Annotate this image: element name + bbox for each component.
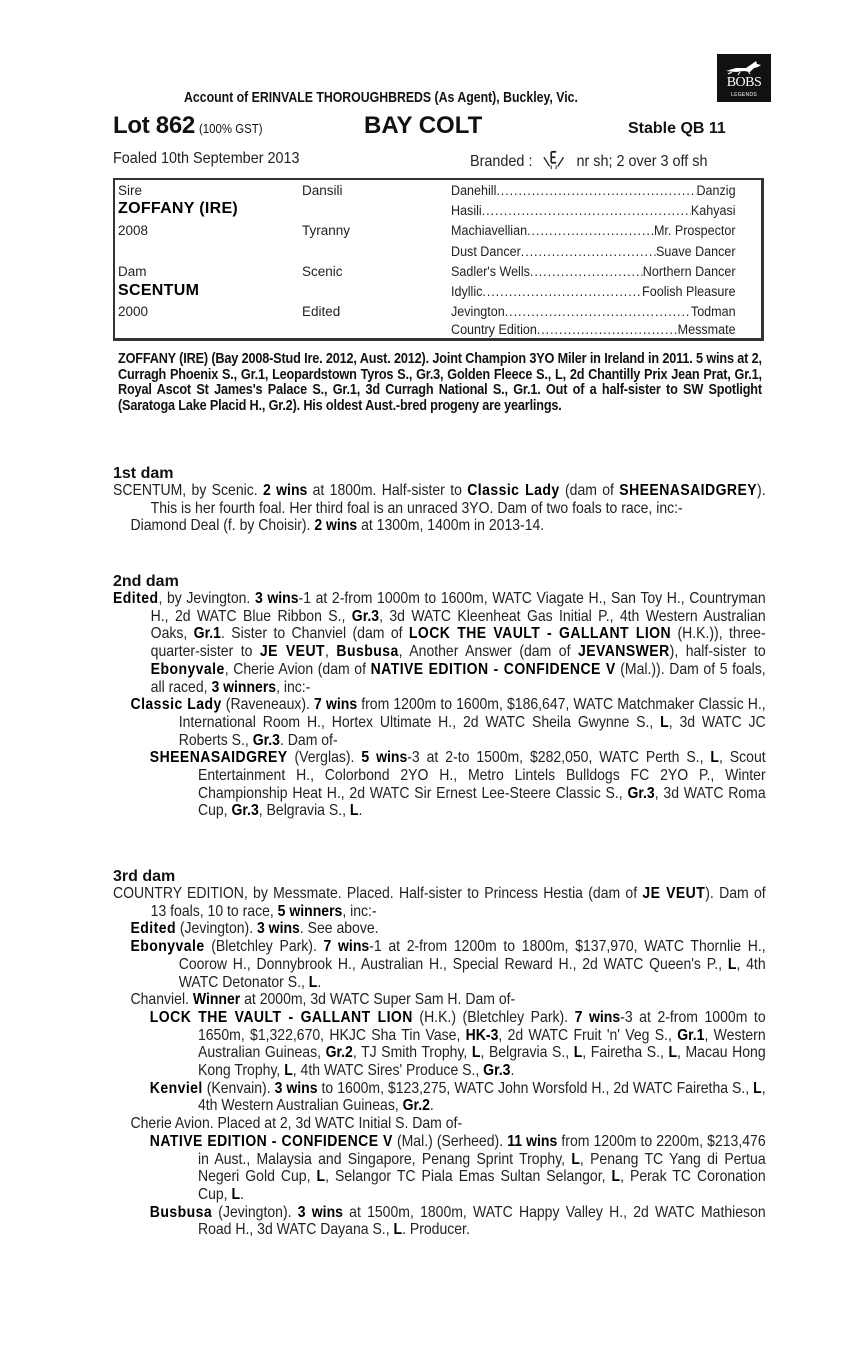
third-gen-sire: Foolish Pleasure	[642, 284, 736, 299]
bold-text: Gr.3	[252, 731, 280, 749]
bold-text: L	[573, 1044, 583, 1062]
bold-text: L	[668, 1044, 678, 1062]
text-run: -1 at 2-from 1200m to 1800m, $137,970, WATC Thornlie H., Coorow H., Donnybrook H., Australian H., Special Reward H., 2d WATC Queen's P.,	[178, 938, 766, 973]
third-dam-progeny-chanviel	[113, 991, 766, 1009]
text-run: (Jevington).	[212, 1203, 298, 1221]
bold-text: Gr.3	[483, 1062, 511, 1080]
bold-text: Gr.3	[627, 784, 655, 802]
text-run: (Mal.)). Dam of 5 foals, all raced,	[150, 660, 766, 696]
stable-location: Stable QB 11	[628, 120, 726, 137]
text-run: , Western Australian Guineas,	[197, 1026, 766, 1062]
text-run: ), half-sister to	[669, 643, 766, 661]
text-run: Cherie Avion. Placed at 2, 3d WATC Initial S. Dam of-	[130, 1115, 463, 1133]
text-run: -3 at 2-from 1000m to 1650m, $1,322,670, HKJC Sha Tin Vase,	[197, 1008, 766, 1044]
bold-text: L	[349, 802, 359, 820]
text-run: SCENTUM, by Scenic.	[113, 482, 264, 499]
horse-name-bold: Kenviel	[149, 1079, 203, 1097]
bold-text: 5 winners	[277, 902, 343, 920]
second-dam-heading: 2nd dam	[113, 573, 179, 590]
bold-text: 3 wins	[254, 590, 299, 607]
sire-sire: Dansili	[302, 183, 343, 198]
horse-name-bold: Busbusa	[149, 1203, 213, 1221]
bold-text: 11 wins	[507, 1132, 558, 1150]
bold-text: 3 wins	[274, 1079, 318, 1097]
bold-text: L	[471, 1044, 481, 1062]
third-gen-horse: Hasili	[451, 203, 482, 218]
bold-text: Gr.1	[193, 625, 221, 643]
text-run: , inc:-	[342, 902, 377, 920]
brand-E-mark-icon	[540, 150, 567, 170]
text-run: , 3d WATC Kleenheat Gas Initial P., 4th Western Australian Oaks,	[150, 607, 766, 643]
branded-info	[470, 150, 707, 171]
text-run: .	[317, 973, 322, 991]
text-run: to 1600m, $123,275, WATC John Worsfold H., 2d WATC Fairetha S.,	[317, 1079, 754, 1097]
bold-text: 7 wins	[574, 1008, 621, 1026]
text-run: (Raveneaux).	[221, 696, 315, 714]
second-dam-progeny	[113, 696, 766, 749]
text-run: , 2d WATC Fruit 'n' Veg S.,	[498, 1026, 678, 1044]
horse-name-bold: LOCK THE VAULT - GALLANT LION	[408, 625, 672, 643]
leader-dots	[537, 322, 678, 337]
bold-text: 7 wins	[314, 696, 358, 714]
text-run: .	[429, 1097, 434, 1115]
sire-name: ZOFFANY (IRE)	[118, 200, 239, 217]
bold-text: 5 wins	[361, 749, 408, 767]
text-run: , Macau Hong Kong Trophy,	[197, 1044, 766, 1080]
horse-name-bold: NATIVE EDITION - CONFIDENCE V	[149, 1132, 393, 1150]
horse-name-bold: Classic Lady	[467, 482, 560, 499]
text-run: (dam of	[559, 482, 620, 499]
dam-year: 2000	[118, 304, 149, 319]
sire-year: 2008	[118, 223, 149, 238]
bold-text: L	[710, 749, 719, 767]
text-run: , Selangor TC Piala Emas Sultan Selangor,	[325, 1168, 612, 1186]
dam-label: Dam	[118, 264, 147, 279]
bold-text: L	[393, 1221, 403, 1239]
third-gen-row	[451, 223, 736, 238]
text-run: , inc:-	[276, 678, 311, 696]
leader-dots	[496, 183, 696, 198]
third-gen-row	[451, 322, 736, 337]
text-run: (H.K.) (Bletchley Park).	[412, 1008, 575, 1026]
text-run: , Another Answer (dam of	[398, 643, 578, 661]
text-run: at 1500m, 1800m, WATC Happy Valley H., 2d WATC Mathieson Road H., 3d WATC Dayana S.,	[197, 1203, 766, 1239]
horse-name-bold: Ebonyvale	[150, 660, 225, 678]
horse-name-bold: JEVANSWER	[577, 643, 670, 661]
bobs-logo	[717, 54, 771, 102]
text-run: , Belgravia S.,	[258, 802, 350, 820]
first-dam-heading: 1st dam	[113, 465, 174, 482]
bold-text: 2 wins	[314, 517, 358, 535]
bold-text: Gr.2	[402, 1097, 430, 1115]
text-run: Chanviel.	[130, 991, 193, 1009]
leader-dots	[482, 203, 691, 218]
logo-name: BOBS	[726, 75, 762, 90]
text-run: at 1800m. Half-sister to	[307, 482, 468, 499]
bold-text: Gr.3	[351, 607, 380, 625]
text-run: COUNTRY EDITION, by Messmate. Placed. Half-sister to Princess Hestia (dam of	[113, 885, 643, 902]
text-run: . Dam of-	[279, 731, 338, 749]
third-gen-row	[451, 203, 736, 218]
bold-text: L	[660, 713, 669, 731]
sire-label: Sire	[118, 183, 143, 198]
foaled-date: Foaled 10th September 2013	[113, 150, 300, 167]
text-run: , Belgravia S.,	[480, 1044, 574, 1062]
text-run: , 3d WATC Roma Cup,	[197, 784, 766, 820]
third-dam-grandprogeny-busbusa	[113, 1204, 766, 1239]
third-gen-sire: Messmate	[677, 322, 736, 337]
branded-label: Branded :	[470, 153, 533, 170]
text-run: -1 at 2-from 1000m to 1600m, WATC Viagate H., San Toy H., Countryman H., 2d WATC Blue Ribbon S.,	[150, 590, 766, 625]
text-run: at 2000m, 3d WATC Super Sam H. Dam of-	[240, 991, 516, 1009]
bold-text: L	[611, 1168, 621, 1186]
third-gen-sire: Northern Dancer	[642, 264, 736, 279]
text-run: (Mal.) (Serheed).	[392, 1132, 508, 1150]
bold-text: L	[231, 1185, 241, 1203]
logo-subtitle: LEGENDS	[731, 92, 757, 98]
text-run: , Scout Entertainment H., Colorbond 2YO H., Metro Lintels Bulldogs FC 2YO P., Winter Championship Heat H., 2d WATC Sir Ernest Lee-Steere Classic S.,	[197, 749, 766, 802]
bold-text: 7 wins	[323, 938, 370, 956]
third-dam-section	[113, 885, 766, 1239]
third-gen-sire: Kahyasi	[690, 203, 736, 218]
third-gen-horse: Idyllic	[451, 284, 483, 299]
second-dam-grandprogeny	[113, 749, 766, 820]
first-dam-paragraph	[113, 482, 766, 517]
bold-text: 3 winners	[211, 678, 277, 696]
gst-label: (100% GST)	[199, 121, 263, 136]
third-dam-grandprogeny-kenviel	[113, 1080, 766, 1115]
text-run: -3 at 2-to 1500m, $282,050, WATC Perth S.,	[407, 749, 711, 767]
text-run: , by Jevington.	[158, 590, 255, 607]
third-dam-progeny-cherie-avion	[113, 1115, 766, 1133]
horse-name-bold: SHEENASAIDGREY	[619, 482, 758, 499]
bold-text: L	[316, 1168, 326, 1186]
vendor-account: Account of ERINVALE THOROUGHBREDS (As Agent), Buckley, Vic.	[184, 89, 578, 106]
text-run: . Sister to Chanviel (dam of	[220, 625, 409, 643]
third-dam-grandprogeny-native-edition	[113, 1133, 766, 1204]
third-dam-paragraph	[113, 885, 766, 920]
lot-number	[113, 112, 272, 140]
third-gen-row	[451, 304, 736, 319]
text-run: . Producer.	[402, 1221, 470, 1239]
third-gen-sire: Suave Dancer	[656, 244, 736, 259]
dam-sire: Scenic	[302, 264, 343, 279]
third-gen-horse: Machiavellian	[451, 223, 528, 238]
text-run: (Kenvain).	[202, 1079, 275, 1097]
horse-name-bold: JE VEUT	[259, 643, 326, 661]
bold-text: Gr.3	[231, 802, 259, 820]
first-dam-section	[113, 482, 766, 535]
text-run: .	[510, 1062, 515, 1080]
text-run: ,	[325, 643, 337, 661]
horse-name-bold: LOCK THE VAULT - GALLANT LION	[149, 1008, 413, 1026]
text-run: ). This is her fourth foal. Her third foal is an unraced 3YO. Dam of two foals to race, inc:-	[150, 482, 766, 517]
text-run: .	[358, 802, 363, 820]
third-gen-horse: Jevington	[451, 304, 505, 319]
text-run: (Bletchley Park).	[204, 938, 324, 956]
lot-label: Lot 862	[113, 112, 195, 139]
text-run: (Jevington).	[175, 920, 257, 938]
horse-name-bold: Busbusa	[336, 643, 399, 661]
text-run: , Perak TC Coronation Cup,	[197, 1168, 766, 1203]
third-gen-horse: Country Edition	[451, 322, 537, 337]
third-gen-horse: Dust Dancer	[451, 244, 521, 259]
third-gen-row	[451, 284, 736, 299]
bold-text: L	[571, 1150, 580, 1168]
horse-logo-icon	[724, 59, 764, 75]
text-run: ). Dam of 13 foals, 10 to race,	[150, 885, 766, 920]
first-dam-progeny	[113, 517, 766, 535]
bold-text: 3 wins	[256, 920, 300, 938]
text-run: from 1200m to 2200m, $213,476 in Aust., Malaysia and Singapore, Penang Sprint Trophy,	[197, 1132, 766, 1168]
leader-dots	[482, 284, 642, 299]
text-run: from 1200m to 1600m, $186,647, WATC Matchmaker Classic H., International Room H., Hortex Ultimate H., 2d WATC Sheila Gwynne S.,	[178, 696, 766, 731]
bold-text: 3 wins	[297, 1203, 343, 1221]
third-gen-horse: Sadler's Wells	[451, 264, 530, 279]
text-run: , 3d WATC JC Roberts S.,	[178, 713, 766, 749]
text-run: Diamond Deal (f. by Choisir).	[130, 517, 315, 535]
bold-text: L	[308, 973, 318, 991]
horse-name-bold: SHEENASAIDGREY	[149, 749, 288, 767]
bold-text: Gr.2	[325, 1044, 353, 1062]
text-run: (Verglas).	[287, 749, 362, 767]
text-run: , TJ Smith Trophy,	[352, 1044, 472, 1062]
horse-name-bold: Edited	[130, 920, 176, 938]
horse-name-bold: NATIVE EDITION - CONFIDENCE V	[370, 660, 616, 678]
text-run: at 1300m, 1400m in 2013-14.	[357, 517, 545, 535]
text-run: , Fairetha S.,	[582, 1044, 669, 1062]
third-dam-progeny-ebonyvale	[113, 938, 766, 991]
third-dam-grandprogeny-lock-the-vault	[113, 1009, 766, 1080]
bold-text: 2 wins	[263, 482, 308, 499]
text-run: , 4th WATC Detonator S.,	[178, 955, 766, 991]
text-run: , 4th Western Australian Guineas,	[197, 1079, 766, 1115]
leader-dots	[527, 223, 654, 238]
dam-name: SCENTUM	[118, 282, 200, 299]
bold-text: L	[284, 1062, 293, 1080]
bold-text: Winner	[192, 991, 241, 1009]
third-gen-sire: Danzig	[696, 183, 736, 198]
second-dam-paragraph	[113, 590, 766, 696]
third-dam-progeny-edited	[113, 920, 766, 938]
text-run: (H.K.)), three-quarter-sister to	[150, 625, 766, 661]
text-run: , Penang TC Yang di Pertua Negeri Gold Cup,	[197, 1150, 766, 1186]
dam-dam: Edited	[302, 304, 341, 319]
horse-name-bold: Classic Lady	[130, 696, 222, 714]
sire-summary: ZOFFANY (IRE) (Bay 2008-Stud Ire. 2012, Aust. 2012). Joint Champion 3YO Miler in Ireland in 2011. 5 wins at 2, Curragh Phoenix S., Gr.1, Leopardstown Tyros S., Gr.3, Golden Fleece S., L, 2d Chantilly Prix Jean Prat, Gr.1, Royal Ascot St James's Palace S., Gr.1, 3d Curragh National S., Gr.1. Out of a half-sister to SW Spotlight (Saratoga Lake Placid H., Gr.2). His oldest Aust.-bred progeny are yearlings.	[118, 350, 762, 414]
text-run: .	[240, 1185, 244, 1203]
third-dam-heading: 3rd dam	[113, 868, 176, 885]
bold-text: Gr.1	[677, 1026, 705, 1044]
horse-name-bold: Ebonyvale	[130, 938, 205, 956]
text-run: , 4th WATC Sires' Produce S.,	[292, 1062, 484, 1080]
bold-text: L	[727, 955, 737, 973]
horse-name-bold: JE VEUT	[642, 885, 706, 902]
text-run: , Cherie Avion (dam of	[224, 660, 371, 678]
leader-dots	[530, 264, 643, 279]
leader-dots	[505, 304, 691, 319]
bold-text: HK-3	[465, 1026, 499, 1044]
pedigree-table	[113, 178, 764, 341]
branded-description: nr sh; 2 over 3 off sh	[576, 153, 708, 170]
third-gen-row	[451, 264, 736, 279]
third-gen-sire: Todman	[690, 304, 736, 319]
horse-name-bold: Edited	[113, 590, 159, 607]
third-gen-sire: Mr. Prospector	[653, 223, 736, 238]
text-run: . See above.	[299, 920, 379, 938]
third-gen-horse: Danehill	[451, 183, 497, 198]
third-gen-row	[451, 244, 736, 259]
bold-text: L	[753, 1079, 762, 1097]
sex-colour: BAY COLT	[364, 112, 483, 139]
second-dam-section	[113, 590, 766, 820]
third-gen-row	[451, 183, 736, 198]
leader-dots	[521, 244, 656, 259]
sire-dam: Tyranny	[302, 223, 351, 238]
